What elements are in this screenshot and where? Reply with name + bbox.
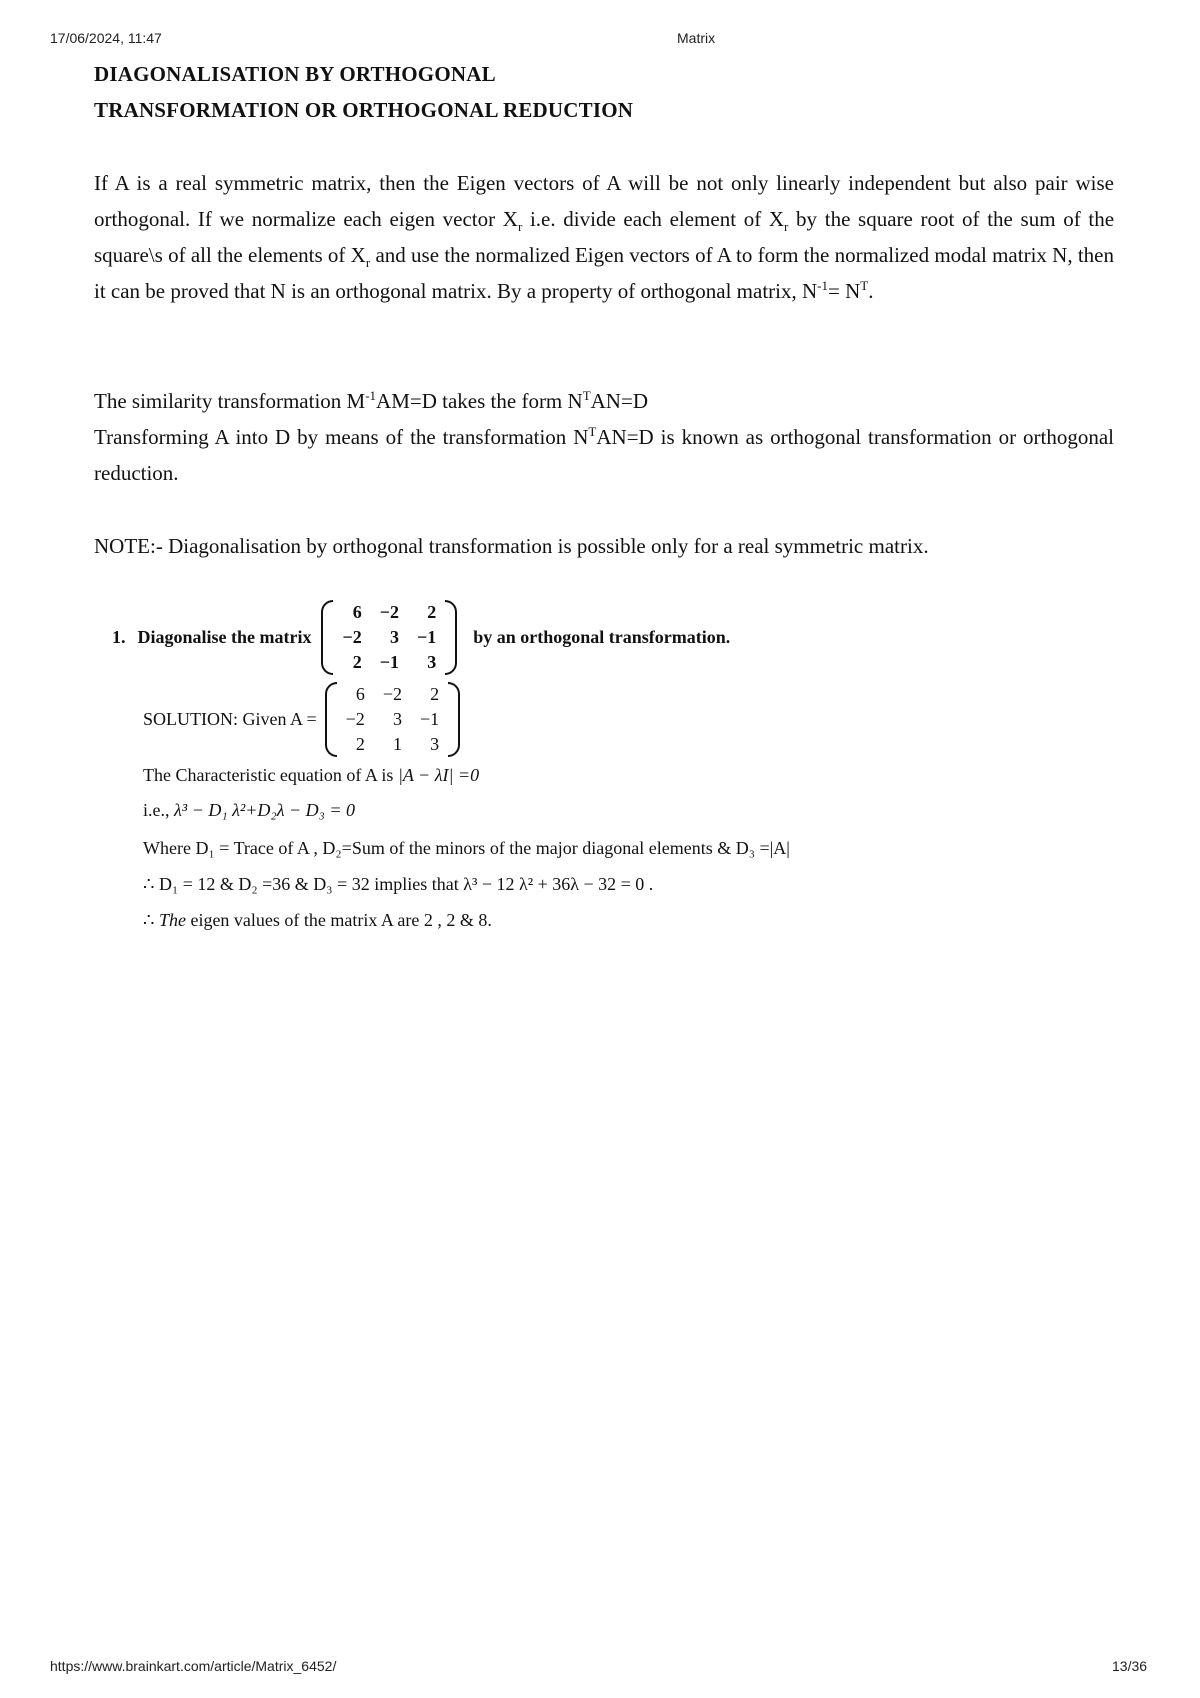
intro-paragraph: If A is a real symmetric matrix, then the Eigen vectors of A will be not only linearly independent but also pair wise orthogonal. If we normalize each eigen vector $X_r$ i.e. divide each element of $X_r$ by the square root of the sum of the square\s of all the elements of $X_r$ and use the normalized Eigen vectors of A to form the normalized modal matrix N, then it can be proved that N is an orthogonal matrix. By a property of orthogonal matrix, $N^{-1}= N^T$. [94,171,1115,303]
eigenvalues-line: ∴ The eigen values of the matrix A are 2 , 2 & 8. [143,910,492,930]
note-paragraph: NOTE:- Diagonalisation by orthogonal transformation is possible only for a real symmetric matrix. [94,534,929,558]
section-title-line1: DIAGONALISATION BY ORTHOGONAL [94,62,496,86]
coefficients-line: ∴ D₁ = 12 & D₂ =36 & D₃ = 32 implies that λ³ − 12 λ² + 36λ − 32 = 0 . [143,874,654,894]
problem-suffix: by an orthogonal transformation. [473,627,731,647]
solution-matrix: 6 −2 2 −2 3 −1 2 1 3 [325,682,460,757]
print-page-title: Matrix [677,30,716,46]
problem-statement [112,600,730,675]
expanded-equation-line: i.e., λ³ − D₁ λ²+D₂λ − D₃ = 0 [143,800,356,820]
source-url: https://www.brainkart.com/article/Matrix_6452/ [50,1658,337,1674]
problem-number: 1. [112,627,126,647]
problem-matrix: 6 −2 2 −2 3 −1 2 −1 3 [321,600,457,675]
characteristic-equation-line: The Characteristic equation of A is |A − λI| =0 [143,765,480,785]
solution-given [143,682,460,757]
definitions-line: Where D₁ = Trace of A , D₂=Sum of the minors of the major diagonal elements & D₃ =|A| [143,838,790,858]
problem-prefix: Diagonalise the matrix [137,627,312,647]
print-datetime: 17/06/2024, 11:47 [50,30,162,46]
section-title-line2: TRANSFORMATION OR ORTHOGONAL REDUCTION [94,98,634,122]
similarity-line: The similarity transformation $M^{-1}AM=D$ takes the form $N^TAN=D$ [94,388,648,413]
page-number: 13/36 [1112,1658,1148,1674]
solution-label: SOLUTION: Given A = [143,709,317,729]
orthogonal-transformation-paragraph: Transforming A into D by means of the transformation $N^TAN=D$ is known as orthogonal transformation or orthogonal reduction. [94,424,1114,485]
